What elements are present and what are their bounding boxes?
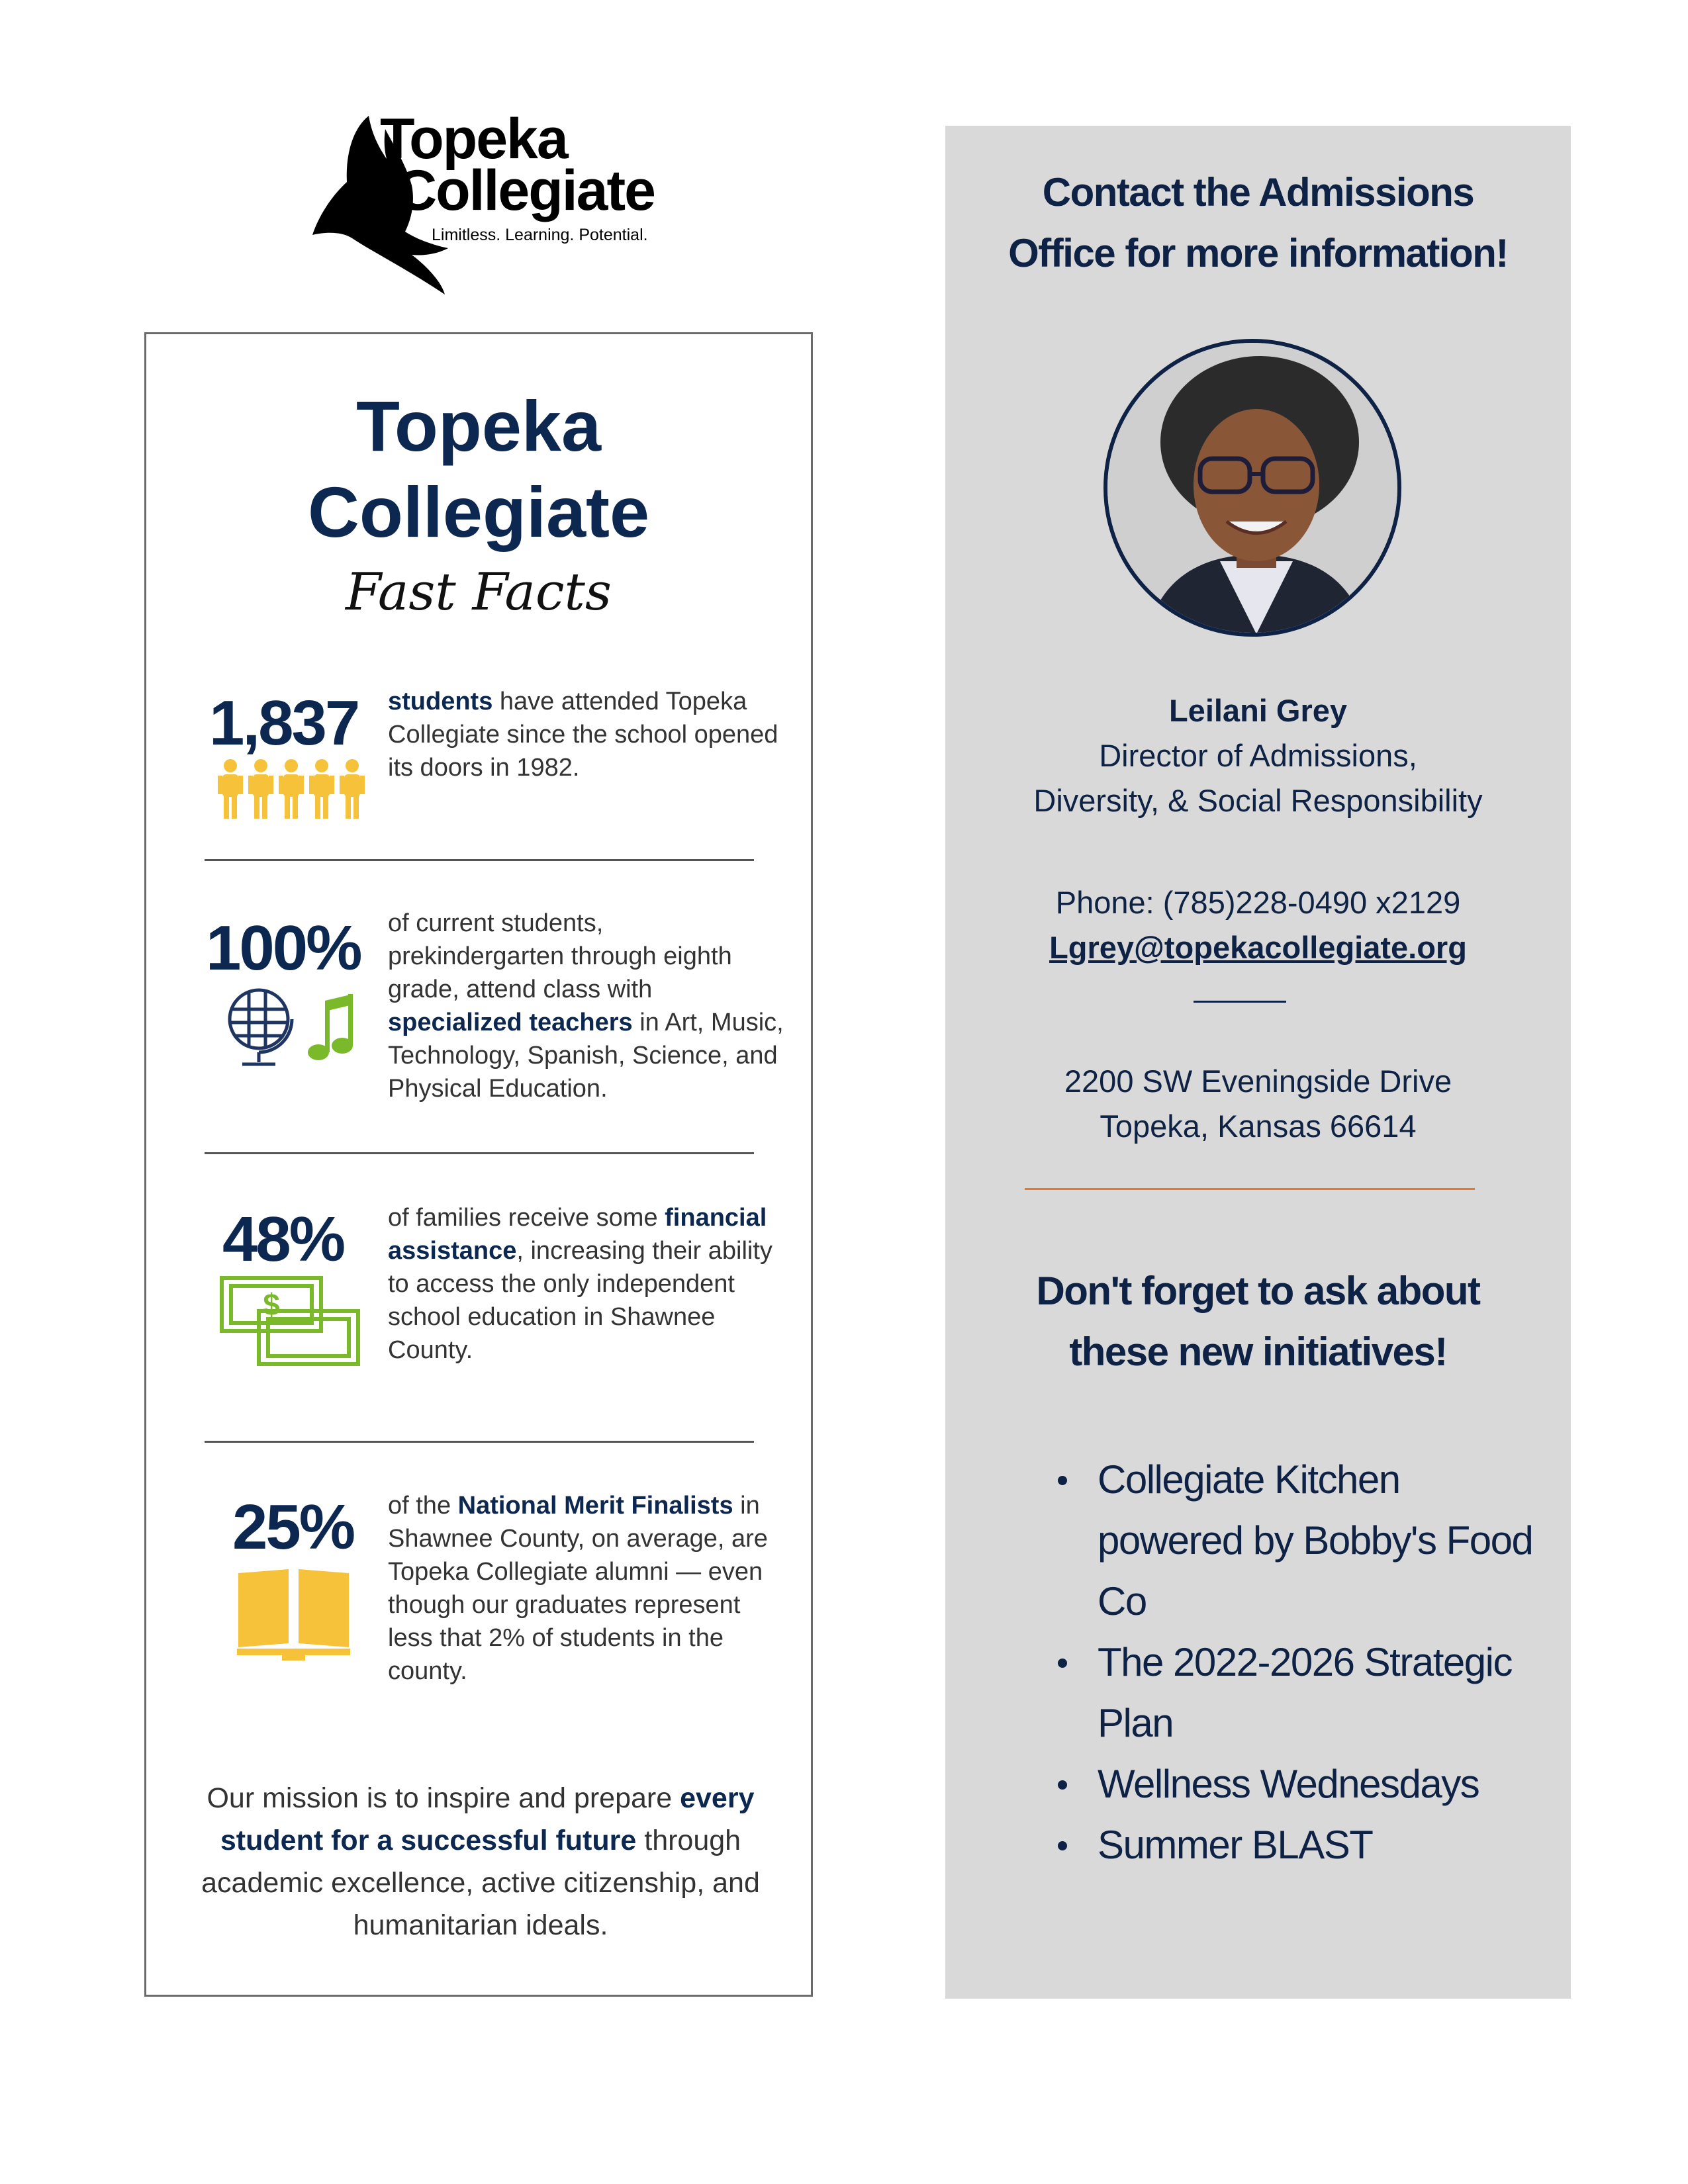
fact-text-rest: have attended Topeka Collegiate since the school opened its doors in 1982.: [388, 688, 778, 782]
initiatives-heading-line1: Don't forget to ask about: [1036, 1269, 1480, 1313]
contact-heading-line1: Contact the Admissions: [1042, 170, 1474, 214]
fact-number: 48%: [222, 1204, 344, 1275]
list-item: The 2022-2026 Strategic Plan: [1051, 1632, 1541, 1754]
contact-email-link[interactable]: Lgrey@topekacollegiate.org: [1049, 930, 1467, 965]
fast-facts-card: [144, 332, 813, 1997]
fact-text-pre: of current students, prekindergarten through eighth grade, attend class with: [388, 909, 732, 1003]
divider: [205, 859, 754, 861]
svg-text:$: $: [263, 1287, 280, 1322]
address-line1: 2200 SW Eveningside Drive: [1064, 1064, 1452, 1099]
fact-text: [388, 685, 785, 784]
people-icon: [216, 758, 368, 821]
fact-text-bold: students: [388, 688, 493, 715]
fact-text-bold: financial assistance: [388, 1204, 767, 1265]
fact-number: 100%: [206, 913, 361, 983]
contact-title-line1: Director of Admissions,: [1099, 738, 1417, 773]
fact-text-bold: specialized teachers: [388, 1009, 633, 1036]
fact-text-bold: National Merit Finalists: [457, 1492, 733, 1520]
portrait-photo: [1107, 343, 1399, 634]
initiatives-heading-line2: these new initiatives!: [1069, 1330, 1447, 1374]
contact-heading: [945, 162, 1571, 284]
admissions-contact-panel: [945, 126, 1571, 1999]
mission-pre: Our mission is to inspire and prepare: [207, 1782, 680, 1814]
initiatives-heading: [945, 1261, 1571, 1383]
logo-tagline: Limitless. Learning. Potential.: [432, 226, 648, 244]
fact-text-post: in Shawnee County, on average, are Topeka Collegiate alumni — even though our graduates represent less that 2% of students in the county.: [388, 1492, 768, 1685]
list-item: Wellness Wednesdays: [1051, 1754, 1541, 1815]
contact-name: Leilani Grey: [1168, 693, 1348, 728]
fact-text: [388, 1201, 785, 1367]
globe-music-icon: [226, 986, 358, 1072]
fact-number: 25%: [232, 1492, 354, 1563]
school-logo: [306, 103, 663, 301]
initiatives-list: [1051, 1449, 1541, 1876]
logo-line1: Topeka: [380, 107, 567, 171]
divider: [205, 1152, 754, 1154]
divider: [205, 1441, 754, 1443]
orange-divider: [1025, 1188, 1475, 1190]
mission-statement: [173, 1777, 788, 1946]
fast-facts-subtitle: Fast Facts: [346, 563, 612, 622]
fact-text: [388, 907, 785, 1105]
address-line2: Topeka, Kansas 66614: [1100, 1109, 1417, 1144]
fact-text-post: , increasing their ability to access the only independent school education in Shawnee County.: [388, 1237, 773, 1364]
mission-bold: every student for a successful future: [220, 1782, 755, 1856]
fact-text: [388, 1489, 785, 1688]
fact-number: 1,837: [209, 688, 359, 758]
avatar: [1103, 339, 1401, 637]
book-icon: [236, 1565, 352, 1661]
logo-line2: Collegiate: [396, 159, 655, 222]
list-item: Collegiate Kitchen powered by Bobby's Food Co: [1051, 1449, 1541, 1632]
mission-post: through academic excellence, active citizenship, and humanitarian ideals.: [201, 1825, 760, 1941]
fast-facts-title-line2: Collegiate: [307, 472, 650, 552]
contact-phone: Phone: (785)228-0490 x2129: [1055, 885, 1461, 920]
short-divider: [1194, 1001, 1286, 1003]
money-icon: [219, 1274, 365, 1367]
fact-text-pre: of the: [388, 1492, 458, 1520]
fact-text-pre: of families receive some: [388, 1204, 665, 1232]
fast-facts-title-line1: Topeka: [355, 386, 602, 466]
contact-heading-line2: Office for more information!: [1008, 231, 1508, 275]
contact-title-line2: Diversity, & Social Responsibility: [1033, 783, 1483, 818]
list-item: Summer BLAST: [1051, 1815, 1541, 1876]
fact-text-post: in Art, Music, Technology, Spanish, Science, and Physical Education.: [388, 1009, 784, 1103]
